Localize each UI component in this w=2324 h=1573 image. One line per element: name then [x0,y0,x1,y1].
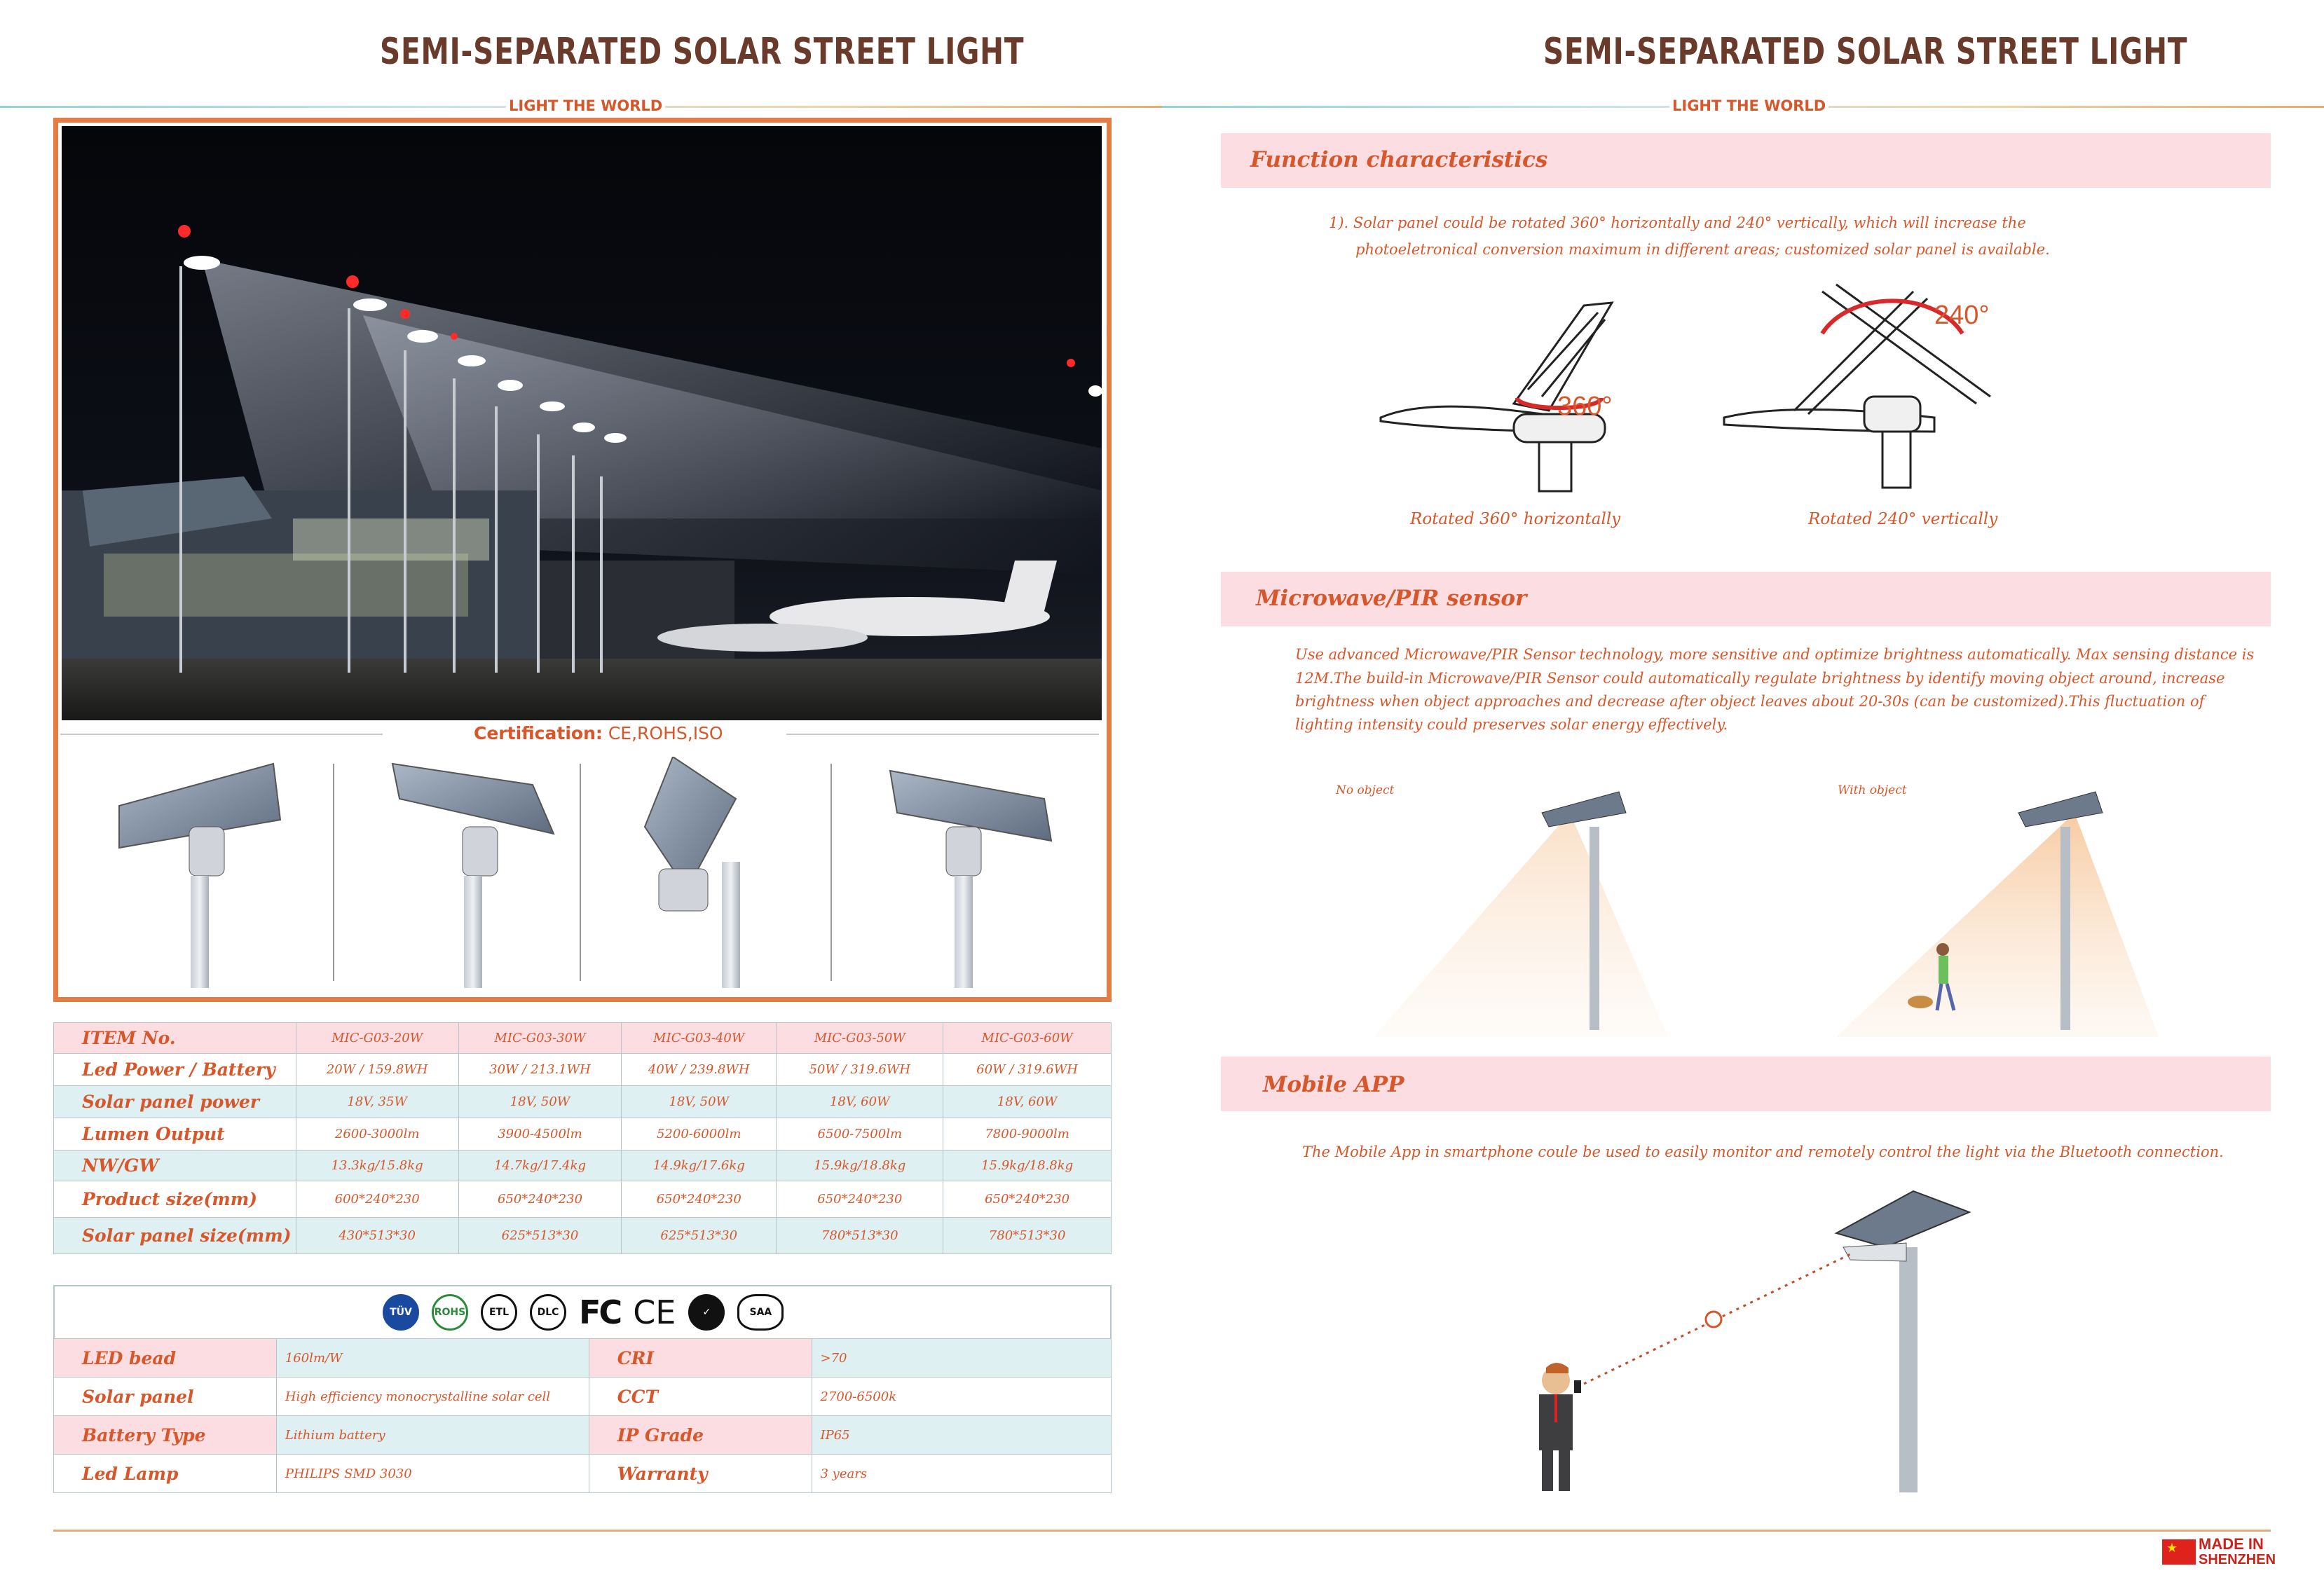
spec-row [54,1181,1112,1218]
info-row [54,1455,1112,1493]
spec-cell: 650*240*230 [943,1181,1112,1218]
app-text: The Mobile App in smartphone coule be used to easily monitor and remotely control the light via the Bluetooth connection. [1302,1143,2224,1160]
rohs-logo-icon: ROHS [432,1294,468,1331]
info-label: Warranty [589,1455,812,1493]
spec-row [54,1086,1112,1118]
sensor-text-line4: lighting intensity could preserves solar energy effectively. [1295,716,1728,733]
info-row [54,1416,1112,1455]
spec-cell: 780*513*30 [777,1218,943,1254]
night-airport-photo [62,126,1102,720]
spec-label: Lumen Output [54,1118,296,1150]
info-table-wrapper [53,1338,1112,1493]
spec-cell: MIC-G03-30W [458,1023,621,1054]
info-value: 160lm/W [276,1339,589,1378]
left-page-title: SEMI-SEPARATED SOLAR STREET LIGHT [380,31,1025,73]
spec-cell: 430*513*30 [296,1218,458,1254]
function-heading: Function characteristics [1250,147,1548,172]
spec-cell: 18V, 60W [777,1086,943,1118]
spec-cell: 60W / 319.6WH [943,1054,1112,1086]
function-text-line2: photoeletronical conversion maximum in different areas; customized solar panel is available. [1355,241,2050,258]
spec-row [54,1054,1112,1086]
spec-cell: 20W / 159.8WH [296,1054,458,1086]
spec-label: ITEM No. [54,1023,296,1054]
spec-cell: 30W / 213.1WH [458,1054,621,1086]
checkmark-logo-icon: ✓ [688,1294,725,1331]
sensor-text-line3: brightness when object approaches and decrease after object leaves about 20-30s (can be customized).This fluctuation of [1295,693,2205,710]
spec-cell: 650*240*230 [777,1181,943,1218]
spec-cell: 625*513*30 [458,1218,621,1254]
fcc-logo-icon: FC [579,1293,621,1331]
certification-label: Certification: [474,723,603,743]
spec-table-wrapper [53,1022,1112,1254]
sensor-heading: Microwave/PIR sensor [1256,586,1527,611]
sensor-illustration [1332,785,2243,1044]
info-value: IP65 [812,1416,1112,1455]
spec-label: NW/GW [54,1150,296,1181]
spec-cell: 780*513*30 [943,1218,1112,1254]
made-in-shenzhen-mark [2199,1537,2276,1567]
saa-logo-icon: SAA [737,1294,784,1331]
rotation-diagram [1374,277,2004,502]
info-label: Battery Type [54,1416,277,1455]
spec-cell: 40W / 239.8WH [622,1054,777,1086]
certification-line [474,723,723,743]
china-flag-icon: ★ [2162,1539,2196,1565]
etl-logo-icon: ETL [481,1294,517,1331]
spec-row [54,1023,1112,1054]
ce-logo-icon: CE [633,1293,676,1331]
info-value: 2700-6500k [812,1378,1112,1416]
variant-4-image [890,771,1051,988]
info-row [54,1378,1112,1416]
spec-cell: 2600-3000lm [296,1118,458,1150]
spec-cell: 650*240*230 [622,1181,777,1218]
spec-cell: 15.9kg/18.8kg [943,1150,1112,1181]
certification-value: CE,ROHS,ISO [608,723,723,743]
spec-label: Led Power / Battery [54,1054,296,1086]
function-text-line1: 1). Solar panel could be rotated 360° horizontally and 240° vertically, which will increase the [1329,214,2026,231]
spec-row [54,1218,1112,1254]
spec-cell: 18V, 60W [943,1086,1112,1118]
cert-divider-left [60,734,383,735]
info-value: 3 years [812,1455,1112,1493]
label-no-object: No object [1336,783,1395,797]
variant-2-image [392,764,554,988]
info-value: High efficiency monocrystalline solar cell [276,1378,589,1416]
spec-cell: 7800-9000lm [943,1118,1112,1150]
spec-label: Solar panel size(mm) [54,1218,296,1254]
app-heading: Mobile APP [1263,1072,1404,1097]
spec-cell: 14.9kg/17.6kg [622,1150,777,1181]
made-in-line2: SHENZHEN [2199,1552,2276,1567]
spec-cell: 650*240*230 [458,1181,621,1218]
footer-divider [53,1530,2271,1532]
info-label: Led Lamp [54,1455,277,1493]
spec-cell: MIC-G03-50W [777,1023,943,1054]
deg-240-label: 240° [1934,301,1990,330]
spec-table [53,1022,1112,1254]
tuv-logo-icon: TÜV [383,1294,419,1331]
spec-cell: 18V, 50W [458,1086,621,1118]
info-row [54,1339,1112,1378]
caption-rotated-240: Rotated 240° vertically [1808,510,1998,528]
spec-label: Solar panel power [54,1086,296,1118]
spec-cell: MIC-G03-40W [622,1023,777,1054]
info-label: CRI [589,1339,812,1378]
cert-logos-bar [53,1285,1112,1340]
info-value: >70 [812,1339,1112,1378]
variant-1-image [119,764,280,988]
right-tagline: LIGHT THE WORLD [1669,97,1829,114]
sensor-text-line2: 12M.The build-in Microwave/PIR Sensor could automatically regulate brightness by identify moving object around, increase [1295,670,2225,687]
made-in-line1: MADE IN [2199,1535,2264,1553]
cert-divider-right [786,734,1099,735]
dlc-logo-icon: DLC [530,1294,566,1331]
spec-cell: 50W / 319.6WH [777,1054,943,1086]
info-label: LED bead [54,1339,277,1378]
info-label: IP Grade [589,1416,812,1455]
spec-cell: MIC-G03-20W [296,1023,458,1054]
spec-cell: 13.3kg/15.8kg [296,1150,458,1181]
spec-cell: 625*513*30 [622,1218,777,1254]
spec-cell: 18V, 50W [622,1086,777,1118]
spec-cell: MIC-G03-60W [943,1023,1112,1054]
spec-cell: 5200-6000lm [622,1118,777,1150]
caption-rotated-360: Rotated 360° horizontally [1410,510,1621,528]
info-value: PHILIPS SMD 3030 [276,1455,589,1493]
label-with-object: With object [1838,783,1907,797]
info-value: Lithium battery [276,1416,589,1455]
product-variants-row [70,757,1093,988]
info-label: CCT [589,1378,812,1416]
app-illustration [1514,1184,2004,1499]
spec-cell: 15.9kg/18.8kg [777,1150,943,1181]
info-label: Solar panel [54,1378,277,1416]
spec-label: Product size(mm) [54,1181,296,1218]
spec-cell: 14.7kg/17.4kg [458,1150,621,1181]
info-table [53,1338,1112,1493]
right-page-title: SEMI-SEPARATED SOLAR STREET LIGHT [1543,31,2188,73]
spec-cell: 18V, 35W [296,1086,458,1118]
deg-360-label: 360° [1557,392,1613,421]
spec-cell: 6500-7500lm [777,1118,943,1150]
spec-cell: 600*240*230 [296,1181,458,1218]
spec-row [54,1118,1112,1150]
left-tagline: LIGHT THE WORLD [506,97,665,114]
sensor-text-line1: Use advanced Microwave/PIR Sensor technology, more sensitive and optimize brightness automatically. Max sensing distance is [1295,646,2255,663]
variant-3-image [645,757,740,988]
spec-row [54,1150,1112,1181]
spec-cell: 3900-4500lm [458,1118,621,1150]
